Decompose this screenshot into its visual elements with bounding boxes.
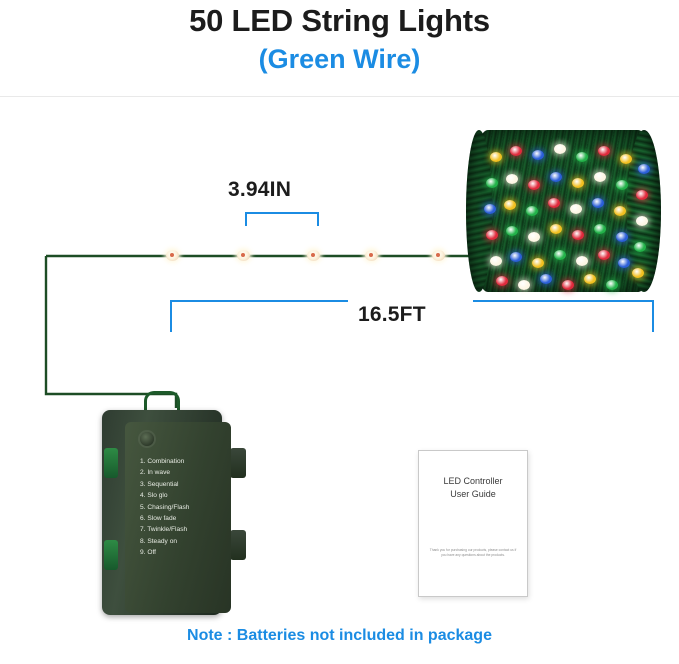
coil-led [484,204,496,214]
coil-led [518,280,530,290]
battery-box-clip-right-top [230,448,246,478]
coil-led [576,152,588,162]
coil-led [554,144,566,154]
user-guide-booklet [418,450,528,597]
coil-led [620,154,632,164]
page-title: 50 LED String Lights [189,3,490,38]
strand-led [307,250,320,261]
user-guide-title [419,475,527,501]
led-filament [311,253,315,257]
mode-item: 7. Twinkle/Flash [140,526,188,534]
led-filament [436,253,440,257]
mode-item: 8. Steady on [140,537,178,545]
coil-led [548,198,560,208]
coil-led [528,180,540,190]
battery-box-clip-right-bottom [230,530,246,560]
coil-led [592,198,604,208]
coil-led [510,252,522,262]
coil-led [570,204,582,214]
coil-led [606,280,618,290]
spacing-label: 3.94IN [228,178,292,201]
coil-led [634,242,646,252]
coil-led [576,256,588,266]
coil-led [594,224,606,234]
user-guide-footer: Thank you for purchasing our products, please contact us if you have any questions about the products. [429,548,517,557]
coil-led [572,230,584,240]
strand-led [432,250,445,261]
battery-box-clip-left-top [104,448,118,478]
user-guide-title-line1: LED Controller [443,476,503,486]
coil-led [486,230,498,240]
led-filament [170,253,174,257]
mode-item: 5. Chasing/Flash [140,503,190,511]
user-guide-title-line2: User Guide [450,489,496,499]
coil-led [594,172,606,182]
mode-item: 1. Combination [140,458,185,465]
battery-box-shell [102,410,222,615]
coil-led [550,224,562,234]
coil-led [616,232,628,242]
light-coil [466,122,660,302]
coil-led [598,250,610,260]
coil-led [506,226,518,236]
coil-led [572,178,584,188]
coil-led [526,206,538,216]
battery-box [86,405,238,620]
mode-item: 6. Slow fade [140,515,177,523]
length-label: 16.5FT [358,303,426,326]
coil-led [550,172,562,182]
coil-led [562,280,574,290]
coil-led [632,268,644,278]
mode-item: 3. Sequential [140,480,179,488]
strand-led [365,250,378,261]
spacing-bracket [245,212,319,226]
mode-list [140,456,232,559]
header-divider [0,96,679,97]
coil-led [636,216,648,226]
coil-led [496,276,508,286]
coil-led [532,258,544,268]
coil-led [486,178,498,188]
led-filament [241,253,245,257]
coil-led [540,274,552,284]
mode-item: 4. Slo glo [140,492,168,500]
battery-note: Note : Batteries not included in package [187,627,492,644]
coil-right-edge [627,130,661,292]
coil-led [504,200,516,210]
coil-led [554,250,566,260]
coil-led [490,152,502,162]
mode-item: 2. In wave [140,469,171,477]
mode-button[interactable] [140,432,154,446]
coil-led [638,164,650,174]
coil-led [506,174,518,184]
coil-led [636,190,648,200]
battery-box-clip-left-bottom [104,540,118,570]
coil-led [532,150,544,160]
strand-led [166,250,179,261]
led-filament [369,253,373,257]
coil-led [510,146,522,156]
coil-led [614,206,626,216]
mode-item: 9. Off [140,549,157,557]
coil-led [598,146,610,156]
coil-led [528,232,540,242]
strand-led [237,250,250,261]
coil-led [616,180,628,190]
coil-led [618,258,630,268]
coil-led [584,274,596,284]
coil-led [490,256,502,266]
page-subtitle: (Green Wire) [258,44,421,74]
